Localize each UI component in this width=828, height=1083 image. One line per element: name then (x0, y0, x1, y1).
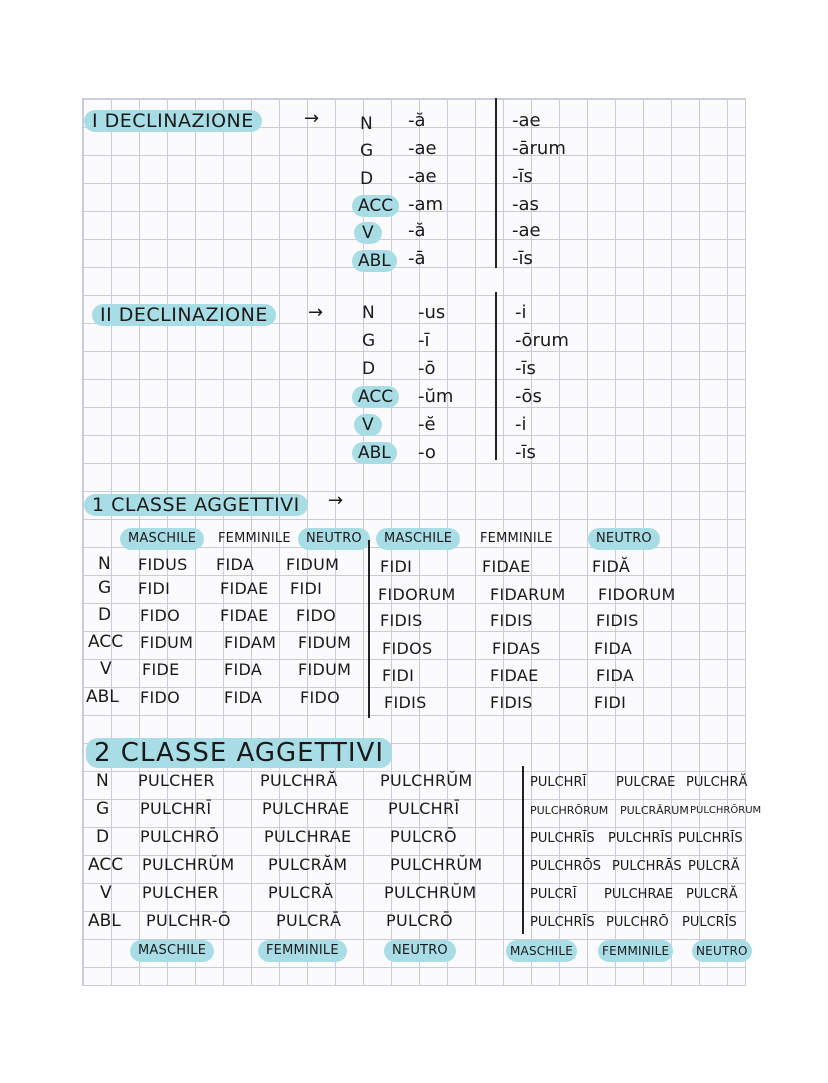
decl1-case: V (354, 222, 382, 244)
class1-header: FEMMINILE (480, 531, 553, 546)
class1-case: N (98, 554, 111, 574)
class1-cell: FIDAS (492, 639, 541, 658)
class1-cell: FIDA (224, 660, 263, 679)
decl2-sing: -ī (418, 330, 430, 351)
class1-cell: FIDIS (490, 693, 533, 712)
class2-cell: PULCHRĪS (608, 831, 673, 846)
class2-case: D (96, 827, 110, 847)
class2-case: G (96, 799, 110, 819)
decl2-case: D (362, 359, 376, 379)
class2-cell: PULCHRŬM (142, 855, 235, 874)
class1-cell: FIDA (596, 666, 635, 685)
class2-cell: PULCHRAE (262, 799, 350, 818)
class1-case: ACC (88, 632, 124, 652)
class2-cell: PULCHRŌ (606, 915, 669, 930)
class2-cell: PULCRĂ (686, 887, 738, 902)
class2-cell: PULCHRŌS (530, 859, 601, 874)
class1-cell: FIDUM (286, 555, 340, 574)
class1-cell: FIDO (140, 606, 181, 625)
decl2-case: V (354, 414, 382, 436)
decl1-sing: -ă (408, 220, 426, 241)
class1-cell: FIDUS (138, 555, 188, 574)
class2-title: 2 CLASSE AGGETTIVI (86, 738, 392, 768)
class1-case: V (100, 659, 112, 679)
decl2-case: G (362, 331, 376, 351)
class1-header: MASCHILE (120, 528, 204, 550)
class1-cell: FIDA (594, 639, 633, 658)
decl1-sing: -ā (408, 248, 426, 269)
class1-cell: FIDO (300, 688, 341, 707)
class1-title: 1 CLASSE AGGETTIVI (84, 494, 308, 516)
class2-cell: PULCHRĀS (612, 859, 682, 874)
class1-cell: FIDUM (298, 633, 352, 652)
class1-cell: FIDI (290, 579, 323, 598)
decl1-sing: -am (408, 194, 444, 215)
class2-cell: PULCHRŌ (140, 827, 220, 846)
decl2-sing: -ŭm (418, 386, 454, 407)
decl1-plur: -ae (512, 110, 541, 131)
class2-footer: NEUTRO (384, 940, 456, 962)
class1-case: G (98, 578, 112, 598)
class1-cell: FIDE (142, 660, 180, 679)
decl2-sing: -us (418, 302, 446, 323)
class1-cell: FIDI (380, 557, 413, 576)
class2-case: ABL (88, 911, 121, 931)
class1-header: FEMMINILE (218, 531, 291, 546)
class2-cell: PULCRĪ (530, 887, 577, 902)
class2-case: N (96, 771, 109, 791)
class1-cell: FIDAE (220, 579, 269, 598)
class2-cell: PULCHRŬM (384, 883, 477, 902)
class1-header: NEUTRO (298, 528, 370, 550)
class1-case: ABL (86, 687, 119, 707)
decl1-plur: -as (512, 194, 539, 215)
class1-cell: FIDI (594, 693, 627, 712)
decl1-sing: -ae (408, 166, 437, 187)
class2-cell: PULCHRĂ (260, 771, 338, 790)
class1-cell: FIDIS (380, 611, 423, 630)
class1-cell: FIDUM (298, 660, 352, 679)
class2-cell: PULCHRĪ (388, 799, 460, 818)
class1-cell: FIDARUM (490, 585, 566, 604)
decl2-plur: -ōs (515, 386, 542, 407)
class1-cell: FIDI (382, 666, 415, 685)
class1-cell: FIDI (138, 579, 171, 598)
decl2-plur: -i (515, 414, 527, 435)
decl1-title: I DECLINAZIONE (84, 110, 262, 132)
class2-cell: PULCRĂ (688, 859, 740, 874)
decl1-sing: -ae (408, 138, 437, 159)
class2-cell: PULCRŌ (386, 911, 453, 930)
class2-cell: PULCHRĂ (686, 775, 748, 790)
class2-cell: PULCHRŬM (390, 855, 483, 874)
class1-case: D (98, 605, 112, 625)
class1-cell: FIDĂ (592, 557, 631, 576)
class1-cell: FIDAE (482, 557, 531, 576)
class1-cell: FIDAE (220, 606, 269, 625)
class2-cell: PULCRAE (616, 775, 676, 790)
class1-cell: FIDAE (490, 666, 539, 685)
class1-cell: FIDIS (596, 611, 639, 630)
class2-cell: PULCHER (142, 883, 219, 902)
decl2-sing: -ĕ (418, 414, 436, 435)
class1-cell: FIDOS (382, 639, 433, 658)
decl2-plur: -i (515, 302, 527, 323)
class2-footer: MASCHILE (506, 940, 577, 962)
decl1-sing: -ă (408, 110, 426, 131)
decl1-divider (495, 98, 497, 268)
class1-cell: FIDIS (384, 693, 427, 712)
class1-cell: FIDO (296, 606, 337, 625)
class2-cell: PULCHR-Ō (146, 911, 231, 930)
class1-arrow-icon: → (328, 490, 344, 511)
decl2-plur: -īs (515, 442, 536, 463)
class2-case: ACC (88, 855, 124, 875)
class2-cell: PULCRĀ (276, 911, 342, 930)
class1-header: NEUTRO (588, 528, 660, 550)
class2-footer: NEUTRO (692, 940, 752, 962)
decl1-case: G (360, 141, 374, 161)
class2-cell: PULCHRAE (264, 827, 352, 846)
class2-cell: PULCRĀRUM (620, 804, 689, 817)
decl1-case: D (360, 169, 374, 189)
class2-cell: PULCHRĪS (678, 831, 743, 846)
decl1-plur: -ārum (512, 138, 566, 159)
class2-cell: PULCHRŬM (380, 771, 473, 790)
decl2-plur: -ōrum (515, 330, 569, 351)
decl1-case: ABL (352, 250, 397, 272)
class2-cell: PULCHRĪS (530, 831, 595, 846)
decl2-arrow-icon: → (308, 302, 324, 323)
class1-header: MASCHILE (376, 528, 460, 550)
class2-cell: PULCHRĪ (140, 799, 212, 818)
class2-cell: PULCRĂ (268, 883, 334, 902)
class2-cell: PULCRĪS (682, 915, 737, 930)
decl1-case: ACC (352, 195, 399, 217)
class1-cell: FIDA (216, 555, 255, 574)
decl2-plur: -īs (515, 358, 536, 379)
class2-footer: FEMMINILE (258, 940, 347, 962)
decl2-case: ABL (352, 442, 397, 464)
class1-cell: FIDO (140, 688, 181, 707)
class2-case: V (100, 883, 112, 903)
class1-cell: FIDIS (490, 611, 533, 630)
class2-cell: PULCHRŌRUM (690, 805, 762, 816)
class2-cell: PULCRĂM (268, 855, 348, 874)
class2-cell: PULCHRŌRUM (530, 804, 609, 817)
decl1-case: N (360, 114, 373, 134)
decl2-sing: -o (418, 442, 436, 463)
class2-footer: FEMMINILE (598, 940, 673, 962)
decl2-case: ACC (352, 386, 399, 408)
class1-cell: FIDORUM (598, 585, 676, 604)
class1-cell: FIDAM (224, 633, 277, 652)
decl2-divider (495, 292, 497, 460)
class1-cell: FIDORUM (378, 585, 456, 604)
class1-cell: FIDUM (140, 633, 194, 652)
class1-cell: FIDA (224, 688, 263, 707)
decl1-plur: -ae (512, 220, 541, 241)
decl2-sing: -ō (418, 358, 436, 379)
class2-cell: PULCHRAE (604, 887, 674, 902)
class2-footer: MASCHILE (130, 940, 214, 962)
class2-cell: PULCRŌ (390, 827, 457, 846)
class1-divider (368, 540, 370, 718)
decl1-plur: -īs (512, 248, 533, 269)
decl1-plur: -īs (512, 166, 533, 187)
class2-cell: PULCHER (138, 771, 215, 790)
decl1-arrow-icon: → (304, 108, 320, 129)
class2-divider (522, 766, 524, 934)
decl2-title: II DECLINAZIONE (92, 304, 276, 326)
class2-cell: PULCHRĪ (530, 775, 587, 790)
class2-cell: PULCHRĪS (530, 915, 595, 930)
decl2-case: N (362, 303, 375, 323)
